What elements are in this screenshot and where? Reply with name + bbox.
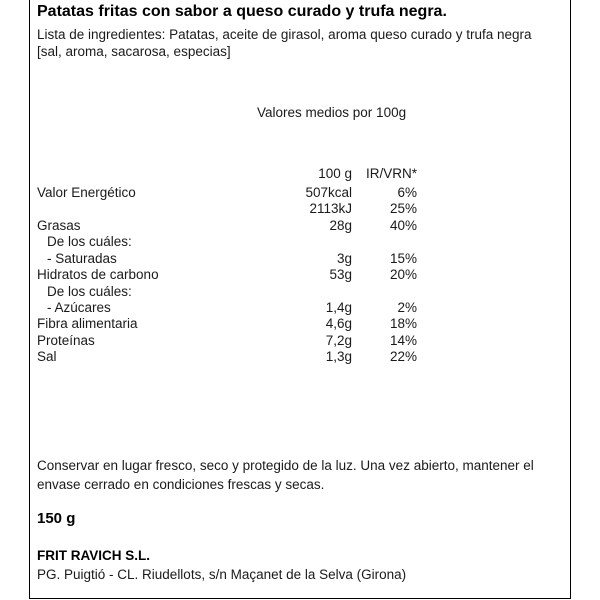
nutrient-value: 3g [336, 251, 352, 266]
nutrient-ir: 40% [389, 218, 417, 233]
table-header [0, 166, 600, 182]
company-name: FRIT RAVICH S.L. [37, 548, 150, 563]
nutrient-name: Hidratos de carbono [37, 267, 159, 282]
company-address: PG. Puigtió - CL. Riudellots, s/n Maçanet de la Selva (Girona) [37, 567, 407, 582]
storage-instructions: Conservar en lugar fresco, seco y protegido de la luz. Una vez abierto, mantener el envase cerrado en condiciones frescas y secas. [37, 458, 534, 492]
product-title: Patatas fritas con sabor a queso curado y trufa negra. [37, 3, 447, 20]
nutrient-value: 507kcal [305, 185, 352, 200]
nutrient-name: - Saturadas [47, 251, 117, 266]
nutrient-value: 53g [329, 267, 352, 282]
nutrient-name: De los cuáles: [47, 284, 132, 299]
nutrient-name: De los cuáles: [47, 234, 132, 249]
nutrient-ir: 14% [389, 333, 417, 348]
nutrient-name: Sal [37, 349, 57, 364]
per-100g-label: Valores medios por 100g [257, 105, 407, 120]
nutrient-ir: 6% [397, 185, 417, 200]
nutrient-value: 2113kJ [309, 201, 352, 216]
nutrition-row [0, 333, 600, 349]
nutrient-ir: 15% [389, 251, 417, 266]
nutrition-row [0, 234, 600, 250]
nutrient-value: 1,4g [325, 300, 352, 315]
nutrient-value: 4,6g [325, 316, 352, 331]
nutrient-value: 7,2g [325, 333, 352, 348]
nutrient-name: Valor Energético [37, 185, 136, 200]
nutrient-ir: 25% [389, 201, 417, 216]
ingredients-list: Lista de ingredientes: Patatas, aceite de girasol, aroma queso curado y trufa negra [sal, aroma, sacarosa, especias] [37, 27, 532, 59]
nutrient-name: Fibra alimentaria [37, 316, 138, 331]
nutrient-name: - Azúcares [47, 300, 111, 315]
nutrition-row [0, 185, 600, 201]
nutrition-row [0, 300, 600, 316]
nutrition-row [0, 267, 600, 283]
nutrient-name: Proteínas [37, 333, 95, 348]
nutrient-name: Grasas [37, 218, 81, 233]
net-weight: 150 g [37, 510, 76, 527]
nutrition-row [0, 251, 600, 267]
nutrient-ir: 20% [389, 267, 417, 282]
nutrition-row [0, 284, 600, 300]
column-100g-header: 100 g [318, 166, 352, 181]
nutrition-row [0, 218, 600, 234]
nutrition-row [0, 349, 600, 365]
nutrient-ir: 2% [397, 300, 417, 315]
nutrient-ir: 18% [389, 316, 417, 331]
nutrition-row [0, 316, 600, 332]
nutrient-value: 1,3g [325, 349, 352, 364]
nutrient-value: 28g [329, 218, 352, 233]
nutrition-row [0, 201, 600, 217]
nutrient-ir: 22% [389, 349, 417, 364]
column-ir-header: IR/VRN* [365, 166, 417, 181]
